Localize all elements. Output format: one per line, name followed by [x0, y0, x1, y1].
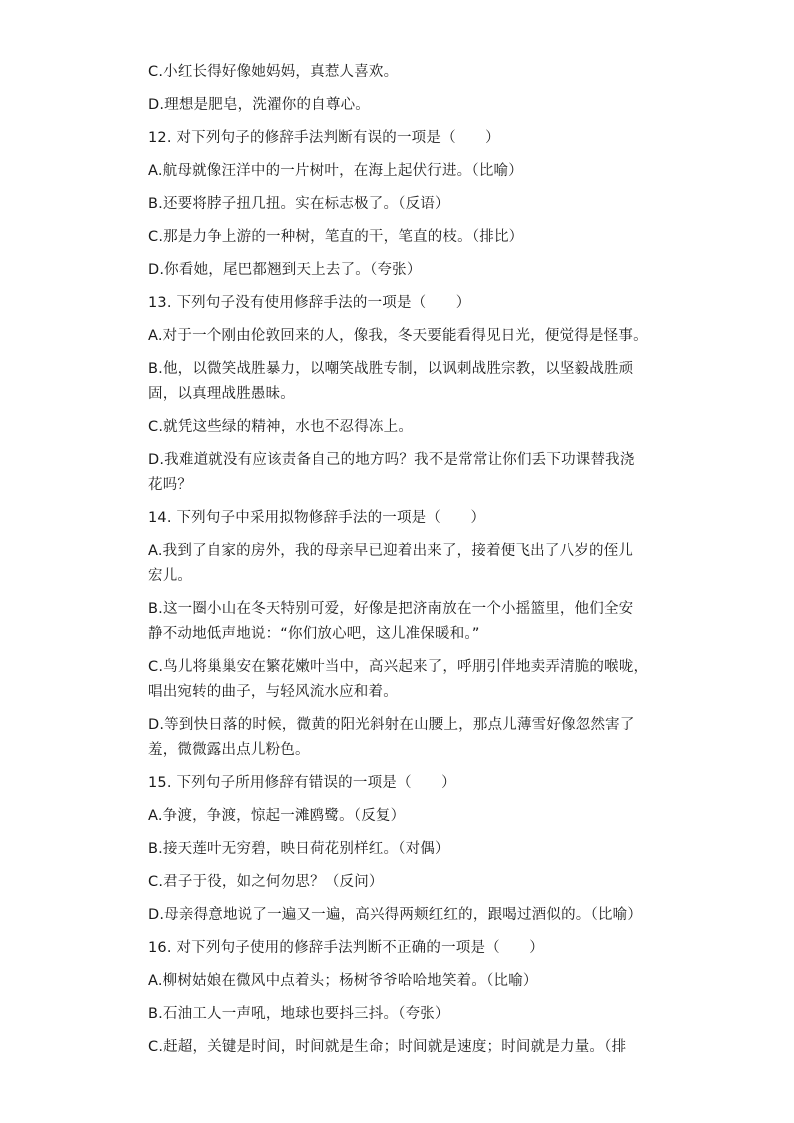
option-c-q15: C.君子于役，如之何勿思？（反问）: [148, 874, 384, 890]
question-14-stem: 14. 下列句子中采用拟物修辞手法的一项是（ ）: [148, 510, 486, 526]
option-d-q14: D.等到快日落的时候，微黄的阳光斜射在山腰上，那点儿薄雪好像忽然害了: [148, 717, 635, 733]
option-c-q13: C.就凭这些绿的精神，水也不忍得冻上。: [148, 419, 414, 435]
option-c-q11: C.小红长得好像她妈妈，真惹人喜欢。: [148, 64, 399, 80]
option-a-q13: A.对于一个刚由伦敦回来的人，像我，冬天要能看得见日光，便觉得是怪事。: [148, 328, 648, 344]
option-a-q14: A.我到了自家的房外，我的母亲早已迎着出来了，接着便飞出了八岁的侄儿: [148, 543, 634, 559]
option-a-q16: A.柳树姑娘在微风中点着头；杨树爷爷哈哈地笑着。（比喻）: [148, 973, 538, 989]
option-a-q15: A.争渡，争渡，惊起一滩鸥鹭。（反复）: [148, 808, 406, 824]
question-15-stem: 15. 下列句子所用修辞有错误的一项是（ ）: [148, 775, 456, 791]
option-b-q12: B.还要将脖子扭几扭。实在标志极了。（反语）: [148, 196, 450, 212]
option-b-q13: B.他，以微笑战胜暴力，以嘲笑战胜专制，以讽刺战胜宗教，以坚毅战胜顽: [148, 361, 634, 377]
question-13-stem: 13. 下列句子没有使用修辞手法的一项是（ ）: [148, 295, 471, 311]
option-b-q13-cont: 固，以真理战胜愚昧。: [148, 386, 295, 402]
question-16-stem: 16. 对下列句子使用的修辞手法判断不正确的一项是（ ）: [148, 940, 544, 956]
option-a-q12: A.航母就像汪洋中的一片树叶，在海上起伏行进。（比喻）: [148, 163, 523, 179]
option-d-q12: D.你看她，尾巴都翘到天上去了。（夸张）: [148, 262, 422, 278]
option-b-q14-cont: 静不动地低声地说：“你们放心吧，这儿准保暖和。”: [148, 626, 480, 642]
option-d-q13: D.我难道就没有应该责备自己的地方吗？我不是常常让你们丢下功课替我浇: [148, 452, 635, 468]
option-c-q14: C.鸟儿将巢巢安在繁花嫩叶当中，高兴起来了，呼朋引伴地卖弄清脆的喉咙，: [148, 659, 649, 675]
question-12-stem: 12. 对下列句子的修辞手法判断有误的一项是（ ）: [148, 130, 500, 146]
option-d-q15: D.母亲得意地说了一遍又一遍，高兴得两颊红红的，跟喝过酒似的。（比喻）: [148, 907, 643, 923]
option-c-q14-cont: 唱出宛转的曲子，与轻风流水应和着。: [148, 684, 398, 700]
option-b-q16: B.石油工人一声吼，地球也要抖三抖。（夸张）: [148, 1006, 450, 1022]
option-d-q11: D.理想是肥皂，洗濯你的自尊心。: [148, 97, 370, 113]
option-c-q12: C.那是力争上游的一种树，笔直的干，笔直的枝。（排比）: [148, 229, 524, 245]
option-a-q14-cont: 宏儿。: [148, 568, 193, 584]
option-b-q14: B.这一圈小山在冬天特别可爱，好像是把济南放在一个小摇篮里，他们全安: [148, 601, 634, 617]
option-b-q15: B.接天莲叶无穷碧，映日荷花别样红。（对偶）: [148, 841, 450, 857]
option-d-q13-cont: 花吗？: [148, 477, 193, 493]
option-d-q14-cont: 羞，微微露出点儿粉色。: [148, 742, 310, 758]
option-c-q16: C.赶超，关键是时间，时间就是生命；时间就是速度；时间就是力量。（排: [148, 1039, 627, 1055]
